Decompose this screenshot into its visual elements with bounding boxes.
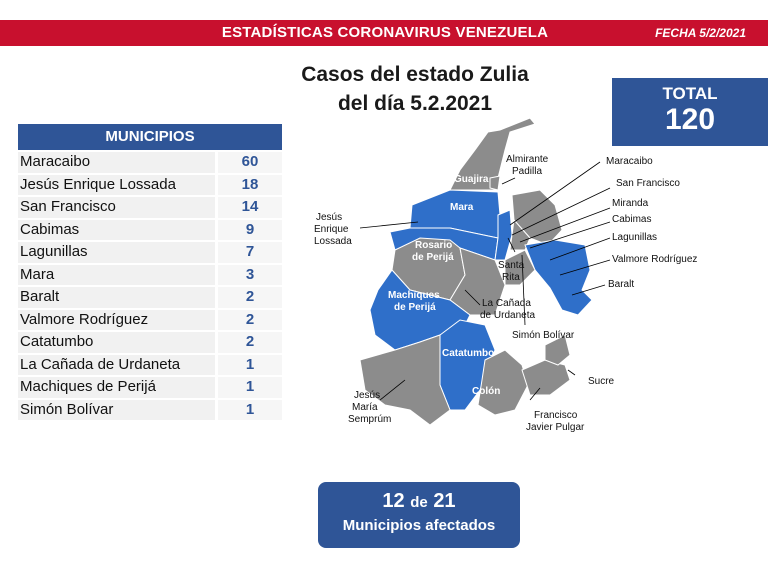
label-guajira: Guajira (454, 174, 489, 185)
label-santa-rita: Santa Rita (498, 260, 525, 283)
label-cabimas: Cabimas (612, 214, 652, 225)
row-count: 1 (218, 400, 282, 421)
municipios-table (18, 124, 282, 420)
label-la-canada: La Cañada de Urdaneta (480, 298, 536, 321)
region-francisco-javier-pulgar (522, 360, 570, 395)
row-name: Simón Bolívar (18, 400, 215, 421)
table-row (18, 400, 282, 421)
region-maracaibo (495, 210, 512, 260)
table-row (18, 377, 282, 398)
label-jesus-maria-semprum: Jesús María Semprúm (348, 390, 392, 425)
affected-total: 21 (433, 490, 456, 512)
row-name: Lagunillas (18, 242, 215, 263)
row-count: 2 (218, 310, 282, 331)
row-count: 2 (218, 287, 282, 308)
row-name: Machiques de Perijá (18, 377, 215, 398)
label-miranda: Miranda (612, 198, 649, 209)
row-name: San Francisco (18, 197, 215, 218)
total-value: 120 (664, 103, 716, 136)
table-header: MUNICIPIOS (18, 124, 282, 150)
affected-municipalities-box (318, 482, 520, 548)
header-date: FECHA 5/2/2021 (655, 26, 746, 40)
row-count: 2 (218, 332, 282, 353)
label-almirante-padilla: Almirante Padilla (506, 154, 549, 177)
zulia-map (300, 110, 720, 450)
label-rosario: Rosario de Perijá (412, 240, 454, 263)
row-count: 3 (218, 265, 282, 286)
label-baralt: Baralt (608, 279, 635, 290)
table-row (18, 310, 282, 331)
row-name: Mara (18, 265, 215, 286)
row-name: Valmore Rodríguez (18, 310, 215, 331)
label-simon-bolivar: Simón Bolívar (512, 330, 575, 341)
label-valmore-rodriguez: Valmore Rodríguez (612, 254, 698, 265)
row-name: Cabimas (18, 220, 215, 241)
table-row (18, 265, 282, 286)
region-colon (478, 350, 528, 415)
row-count: 14 (218, 197, 282, 218)
label-jesus-enrique-lossada: Jesús Enrique Lossada (314, 212, 352, 247)
label-francisco-javier-pulgar: Francisco Javier Pulgar (526, 410, 585, 433)
row-name: Jesús Enrique Lossada (18, 175, 215, 196)
page-title-line1: Casos del estado Zulia (301, 63, 529, 86)
label-machiques: Machiques de Perijá (388, 290, 440, 313)
affected-connector: de (410, 494, 428, 511)
label-san-francisco: San Francisco (616, 178, 680, 189)
row-count: 18 (218, 175, 282, 196)
region-lagunillas (525, 240, 592, 315)
label-lagunillas: Lagunillas (612, 232, 658, 243)
table-row (18, 355, 282, 376)
header-title: ESTADÍSTICAS CORONAVIRUS VENEZUELA (221, 24, 549, 41)
table-row (18, 220, 282, 241)
label-catatumbo: Catatumbo (442, 348, 495, 359)
affected-label: Municipios afectados (342, 517, 496, 534)
row-count: 1 (218, 355, 282, 376)
row-count: 1 (218, 377, 282, 398)
row-name: Catatumbo (18, 332, 215, 353)
row-count: 7 (218, 242, 282, 263)
table-row (18, 332, 282, 353)
region-almirante-padilla (490, 176, 500, 190)
row-name: La Cañada de Urdaneta (18, 355, 215, 376)
label-colon: Colón (472, 386, 501, 397)
row-name: Baralt (18, 287, 215, 308)
total-label: TOTAL (662, 84, 718, 103)
label-mara: Mara (450, 202, 474, 213)
label-maracaibo: Maracaibo (606, 156, 653, 167)
table-row (18, 152, 282, 173)
table-row (18, 242, 282, 263)
table-row (18, 175, 282, 196)
row-count: 9 (218, 220, 282, 241)
row-name: Maracaibo (18, 152, 215, 173)
affected-number: 12 (382, 490, 405, 512)
header-bar (0, 20, 768, 46)
affected-count (318, 490, 520, 513)
row-count: 60 (218, 152, 282, 173)
table-row (18, 287, 282, 308)
page-title-line2: del día 5.2.2021 (337, 92, 493, 115)
table-row (18, 197, 282, 218)
label-sucre: Sucre (588, 376, 615, 387)
